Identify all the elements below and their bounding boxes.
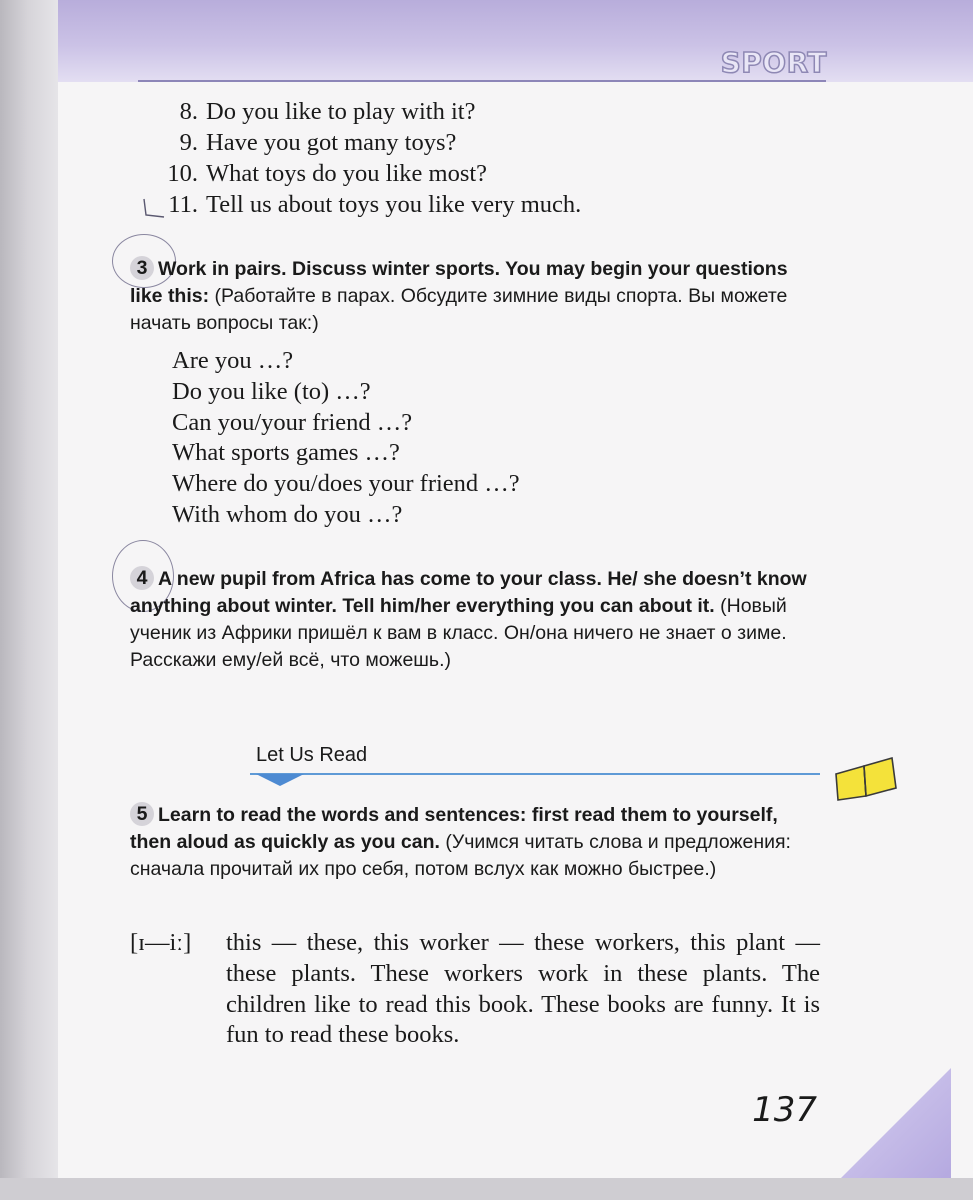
task-number-badge: 4 xyxy=(130,566,154,590)
task-3 xyxy=(130,256,820,337)
task-3-translation: (Работайте в парах. Обсудите зимние виды спорта. Вы можете начать вопросы так:) xyxy=(130,285,788,334)
prompt-item: What sports games …? xyxy=(172,439,400,467)
section-marker-triangle xyxy=(256,774,304,786)
prompt-item: With whom do you …? xyxy=(172,500,403,528)
page-number: 137 xyxy=(752,1090,817,1130)
task-4-translation: (Новый ученик из Африки пришёл к вам в класс. Он/она ничего не знает о зиме. Расскажи ему/ей всё, что можешь.) xyxy=(130,595,787,671)
question-item: 10. What toys do you like most? xyxy=(167,160,488,187)
task-4-instruction: A new pupil from Africa has come to your class. He/ she doesn’t know anything about winter. Tell him/her everything you can about it. xyxy=(130,568,807,617)
question-item: 9. Have you got many toys? xyxy=(179,129,457,156)
section-title: SPORT xyxy=(720,46,827,79)
task-5-translation: (Учимся читать слова и предложения: сначала прочитай их про себя, потом вслух как можно быстрее.) xyxy=(130,831,791,880)
phonetic-label: [ɪ—iː] xyxy=(130,929,192,956)
task-5 xyxy=(130,802,820,883)
section-heading-let-us-read: Let Us Read xyxy=(256,744,368,766)
task-3-instruction: Work in pairs. Discuss winter sports. You may begin your questions like this: xyxy=(130,258,788,307)
question-prompts xyxy=(172,346,520,531)
task-number-badge: 3 xyxy=(130,256,154,280)
prompt-item: Can you/your friend …? xyxy=(172,408,413,436)
book-icon xyxy=(832,756,898,802)
task-5-instruction: Learn to read the words and sentences: first read them to yourself, then aloud as quickly as you can. xyxy=(130,804,778,853)
task-number-badge: 5 xyxy=(130,802,154,826)
header-band xyxy=(58,0,973,82)
prompt-item: Where do you/does your friend …? xyxy=(172,470,520,498)
question-item: 11. Tell us about toys you like very much. xyxy=(168,191,582,218)
reading-text: this — these, this worker — these workers, this plant — these plants. These workers work in these plants. The children like to read this book. These books are funny. It is fun to read these books. xyxy=(226,929,820,1049)
prompt-item: Do you like (to) …? xyxy=(172,377,371,405)
section-rule xyxy=(250,773,820,775)
questions-list xyxy=(158,96,581,220)
page-bottom-edge xyxy=(0,1178,973,1200)
prompt-item: Are you …? xyxy=(172,347,294,374)
task-4 xyxy=(130,566,820,674)
header-rule xyxy=(138,80,826,82)
question-item: 8. Do you like to play with it? xyxy=(179,98,476,125)
